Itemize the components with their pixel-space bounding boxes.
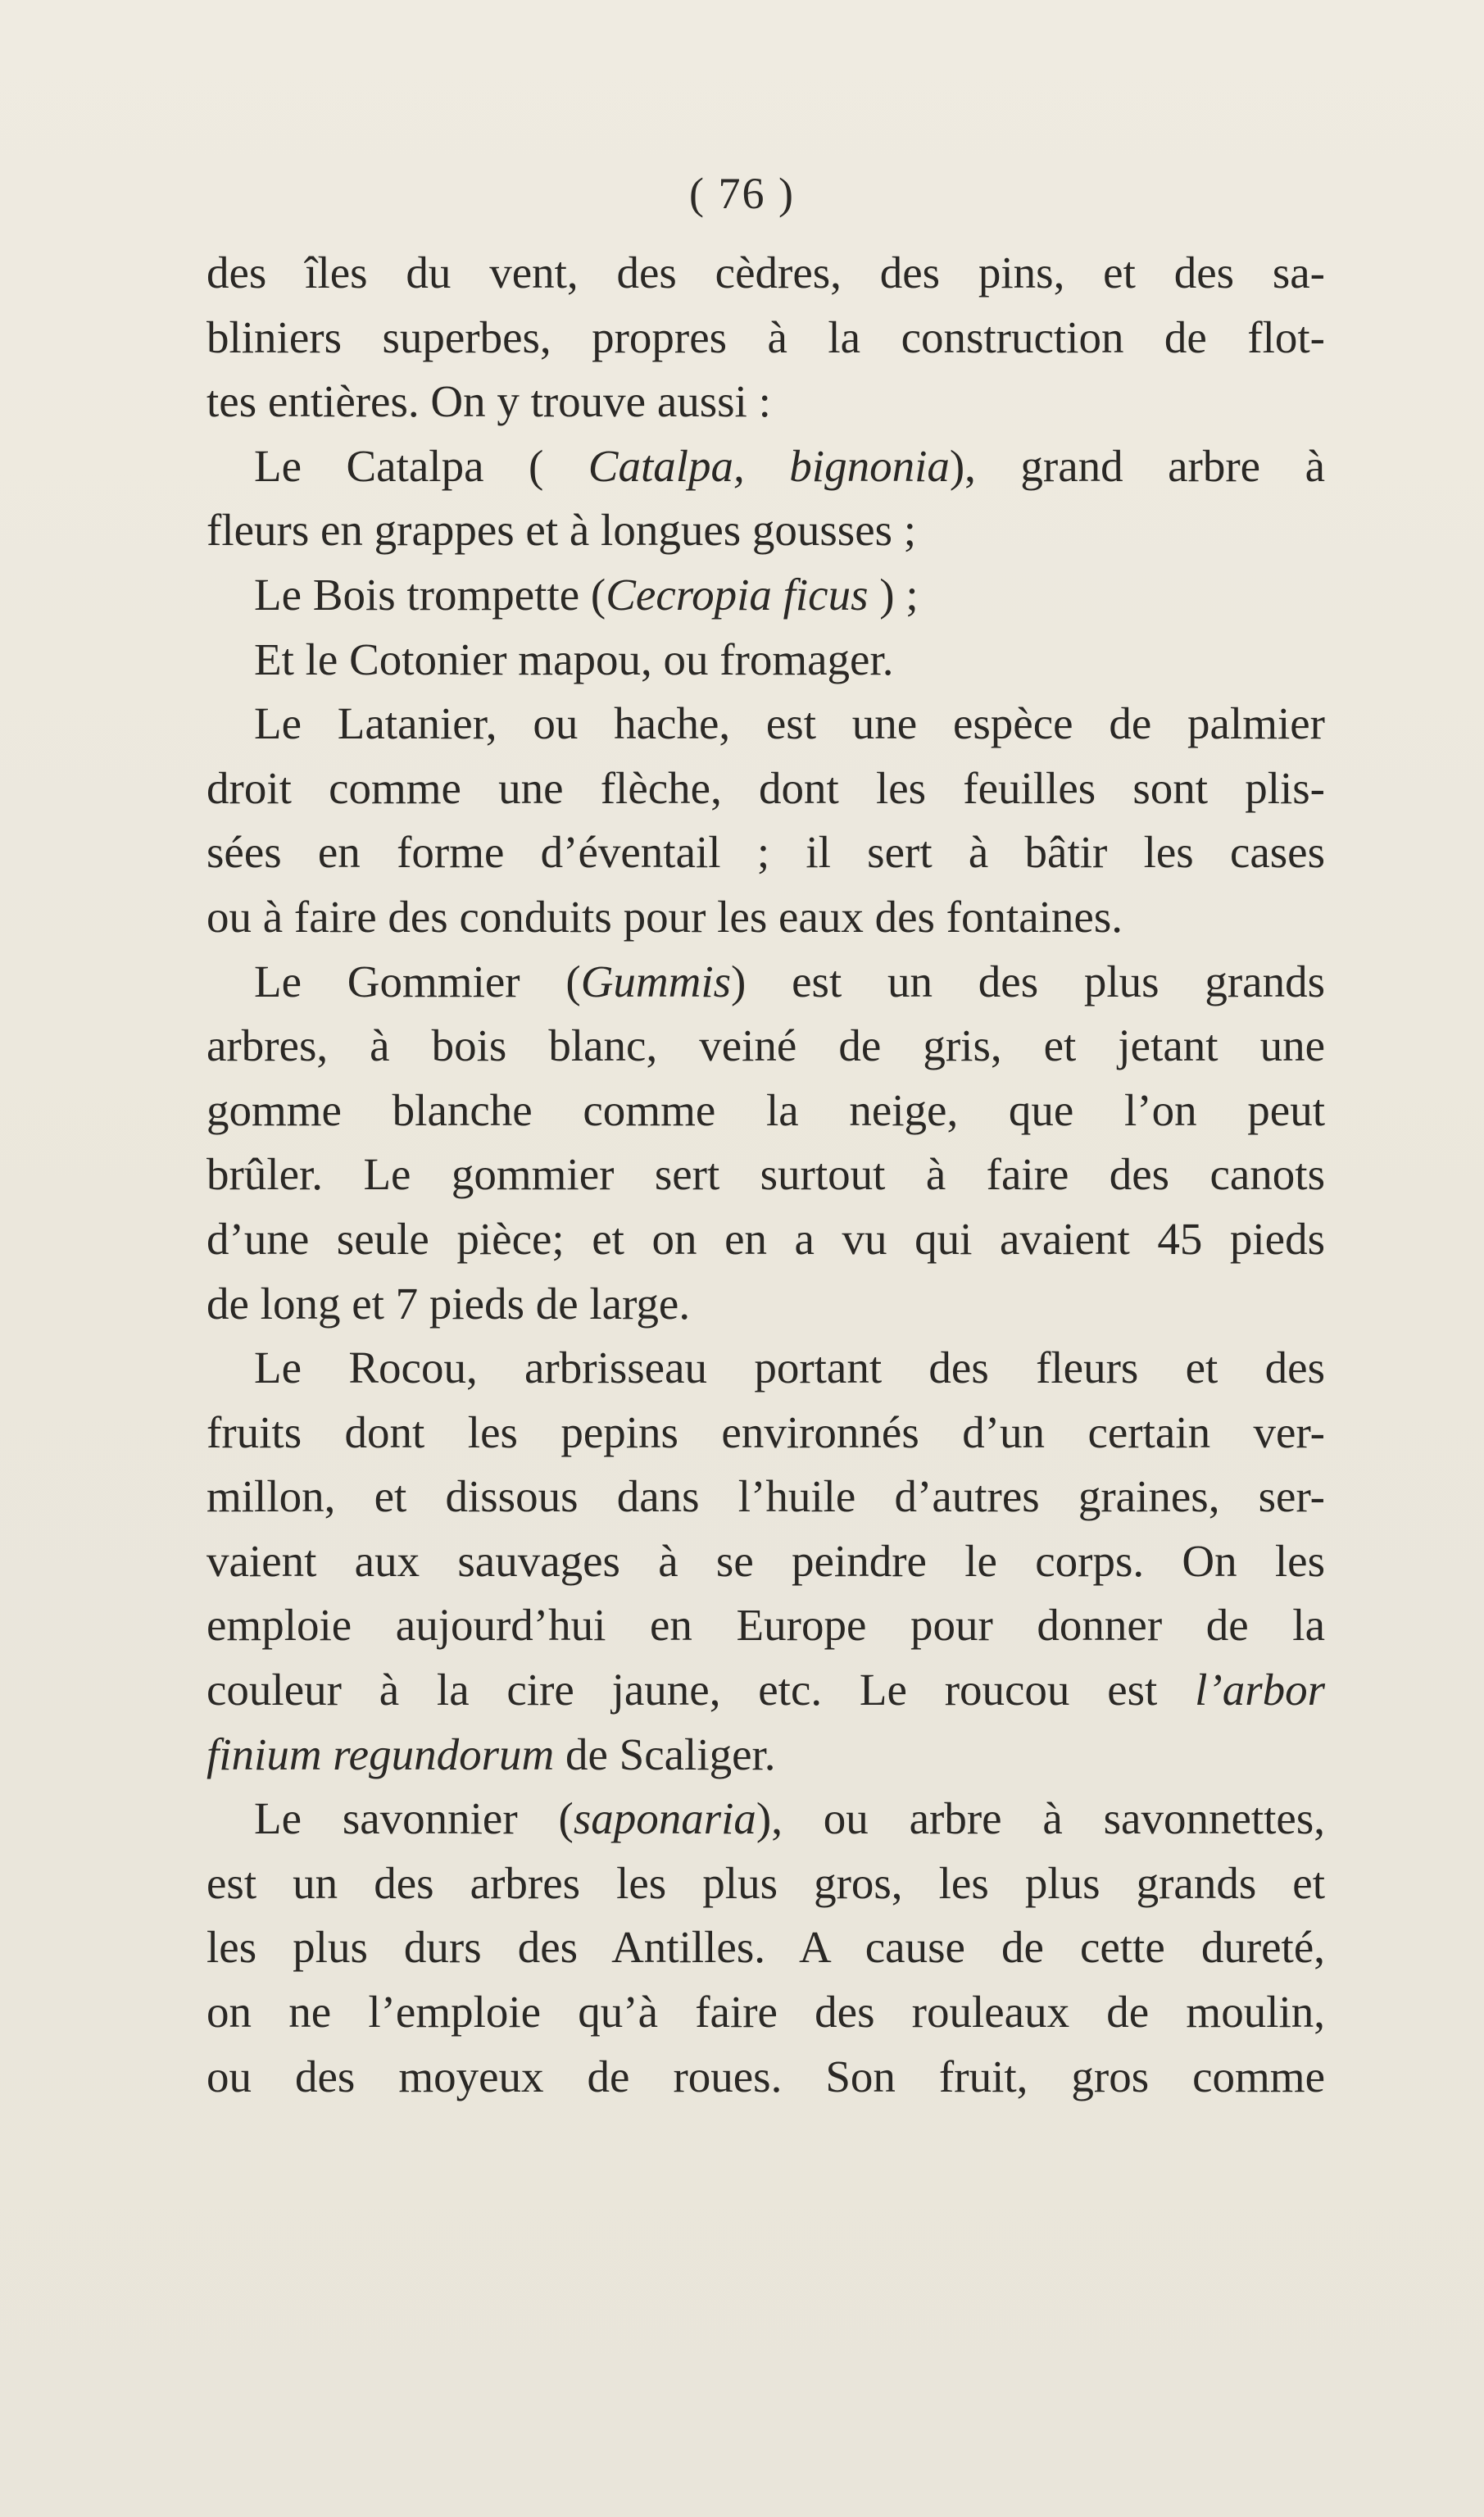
text-line xyxy=(206,498,1325,563)
text-line xyxy=(206,820,1325,885)
text-line xyxy=(206,1401,1325,1465)
paragraph xyxy=(206,628,1325,693)
text-run: de long et 7 pieds de large. xyxy=(206,1278,691,1329)
page-number: ( 76 ) xyxy=(689,169,795,218)
text-line xyxy=(206,241,1325,306)
text-run: ), grand arbre à xyxy=(949,440,1325,491)
text-line xyxy=(206,306,1325,370)
text-run: arbres, à bois blanc, veiné de gris, et jetant une xyxy=(206,1020,1325,1071)
italic-text: finium regundorum xyxy=(206,1729,555,1779)
text-run: ), ou arbre à savonnettes, xyxy=(756,1793,1325,1844)
text-run: ) est un des plus grands xyxy=(731,956,1325,1006)
text-line xyxy=(206,1723,1325,1788)
text-line xyxy=(206,1079,1325,1143)
italic-text: Cecropia ficus xyxy=(606,569,869,620)
text-run: Le Latanier, ou hache, est une espèce de palmier xyxy=(254,698,1325,749)
text-run: Le Bois trompette ( xyxy=(254,569,606,620)
text-run: Le Gommier ( xyxy=(254,956,581,1006)
text-line xyxy=(206,434,1325,499)
body-text xyxy=(206,241,1325,2109)
italic-text: Catalpa, bignonia xyxy=(588,440,950,491)
text-line xyxy=(206,1272,1325,1337)
text-line xyxy=(206,1143,1325,1207)
text-line xyxy=(206,2045,1325,2110)
text-run: fruits dont les pepins environnés d’un certain ver- xyxy=(206,1406,1325,1457)
paragraph xyxy=(206,563,1325,628)
text-run: sées en forme d’éventail ; il sert à bâtir les cases xyxy=(206,827,1325,878)
text-line xyxy=(206,756,1325,821)
text-run: bliniers superbes, propres à la construction de flot- xyxy=(206,311,1325,362)
text-line xyxy=(206,1915,1325,1980)
paragraph xyxy=(206,1787,1325,2109)
text-run: d’une seule pièce; et on en a vu qui avaient 45 pieds xyxy=(206,1213,1325,1264)
text-run: droit comme une flèche, dont les feuilles sont plis- xyxy=(206,762,1325,813)
text-run: les plus durs des Antilles. A cause de cette dureté, xyxy=(206,1922,1325,1973)
text-run: est un des arbres les plus gros, les plus grands et xyxy=(206,1857,1325,1908)
text-run: vaient aux sauvages à se peindre le corps. On les xyxy=(206,1535,1325,1586)
text-run: on ne l’emploie qu’à faire des rouleaux de moulin, xyxy=(206,1987,1325,2038)
text-run: ou des moyeux de roues. Son fruit, gros comme xyxy=(206,2051,1325,2101)
text-run: brûler. Le gommier sert surtout à faire des canots xyxy=(206,1149,1325,1200)
text-run: tes entières. On y trouve aussi : xyxy=(206,376,771,427)
text-line xyxy=(206,1787,1325,1851)
text-run: Le Rocou, arbrisseau portant des fleurs et des xyxy=(254,1343,1325,1393)
italic-text: Gummis xyxy=(580,956,732,1006)
paragraph xyxy=(206,434,1325,563)
text-line xyxy=(206,563,1325,628)
text-line xyxy=(206,1465,1325,1529)
text-run: emploie aujourd’hui en Europe pour donner de la xyxy=(206,1600,1325,1651)
text-line xyxy=(206,1014,1325,1079)
paragraph xyxy=(206,241,1325,434)
text-line xyxy=(206,1593,1325,1658)
italic-text: l’arbor xyxy=(1195,1665,1325,1715)
text-run: millon, et dissous dans l’huile d’autres graines, ser- xyxy=(206,1471,1325,1522)
paragraph xyxy=(206,950,1325,1337)
text-line xyxy=(206,950,1325,1015)
text-line xyxy=(206,692,1325,756)
text-line xyxy=(206,1851,1325,1916)
paragraph xyxy=(206,1336,1325,1787)
text-run: ) ; xyxy=(868,569,919,620)
text-line xyxy=(206,1658,1325,1723)
text-run: de Scaliger. xyxy=(554,1729,776,1779)
text-run: Le savonnier ( xyxy=(254,1793,574,1844)
text-line xyxy=(206,1529,1325,1594)
text-run: des îles du vent, des cèdres, des pins, et des sa- xyxy=(206,248,1325,298)
text-run: Et le Cotonier mapou, ou fromager. xyxy=(254,634,894,684)
text-line xyxy=(206,628,1325,693)
text-run: ou à faire des conduits pour les eaux des fontaines. xyxy=(206,891,1123,942)
text-run: fleurs en grappes et à longues gousses ; xyxy=(206,505,917,556)
text-run: gomme blanche comme la neige, que l’on peut xyxy=(206,1084,1325,1135)
paragraph xyxy=(206,692,1325,949)
text-run: couleur à la cire jaune, etc. Le roucou est xyxy=(206,1665,1196,1715)
text-line xyxy=(206,1336,1325,1401)
text-line xyxy=(206,1980,1325,2045)
text-line xyxy=(206,370,1325,434)
text-line xyxy=(206,885,1325,950)
text-run: Le Catalpa ( xyxy=(254,440,588,491)
text-line xyxy=(206,1207,1325,1272)
italic-text: saponaria xyxy=(573,1793,756,1844)
